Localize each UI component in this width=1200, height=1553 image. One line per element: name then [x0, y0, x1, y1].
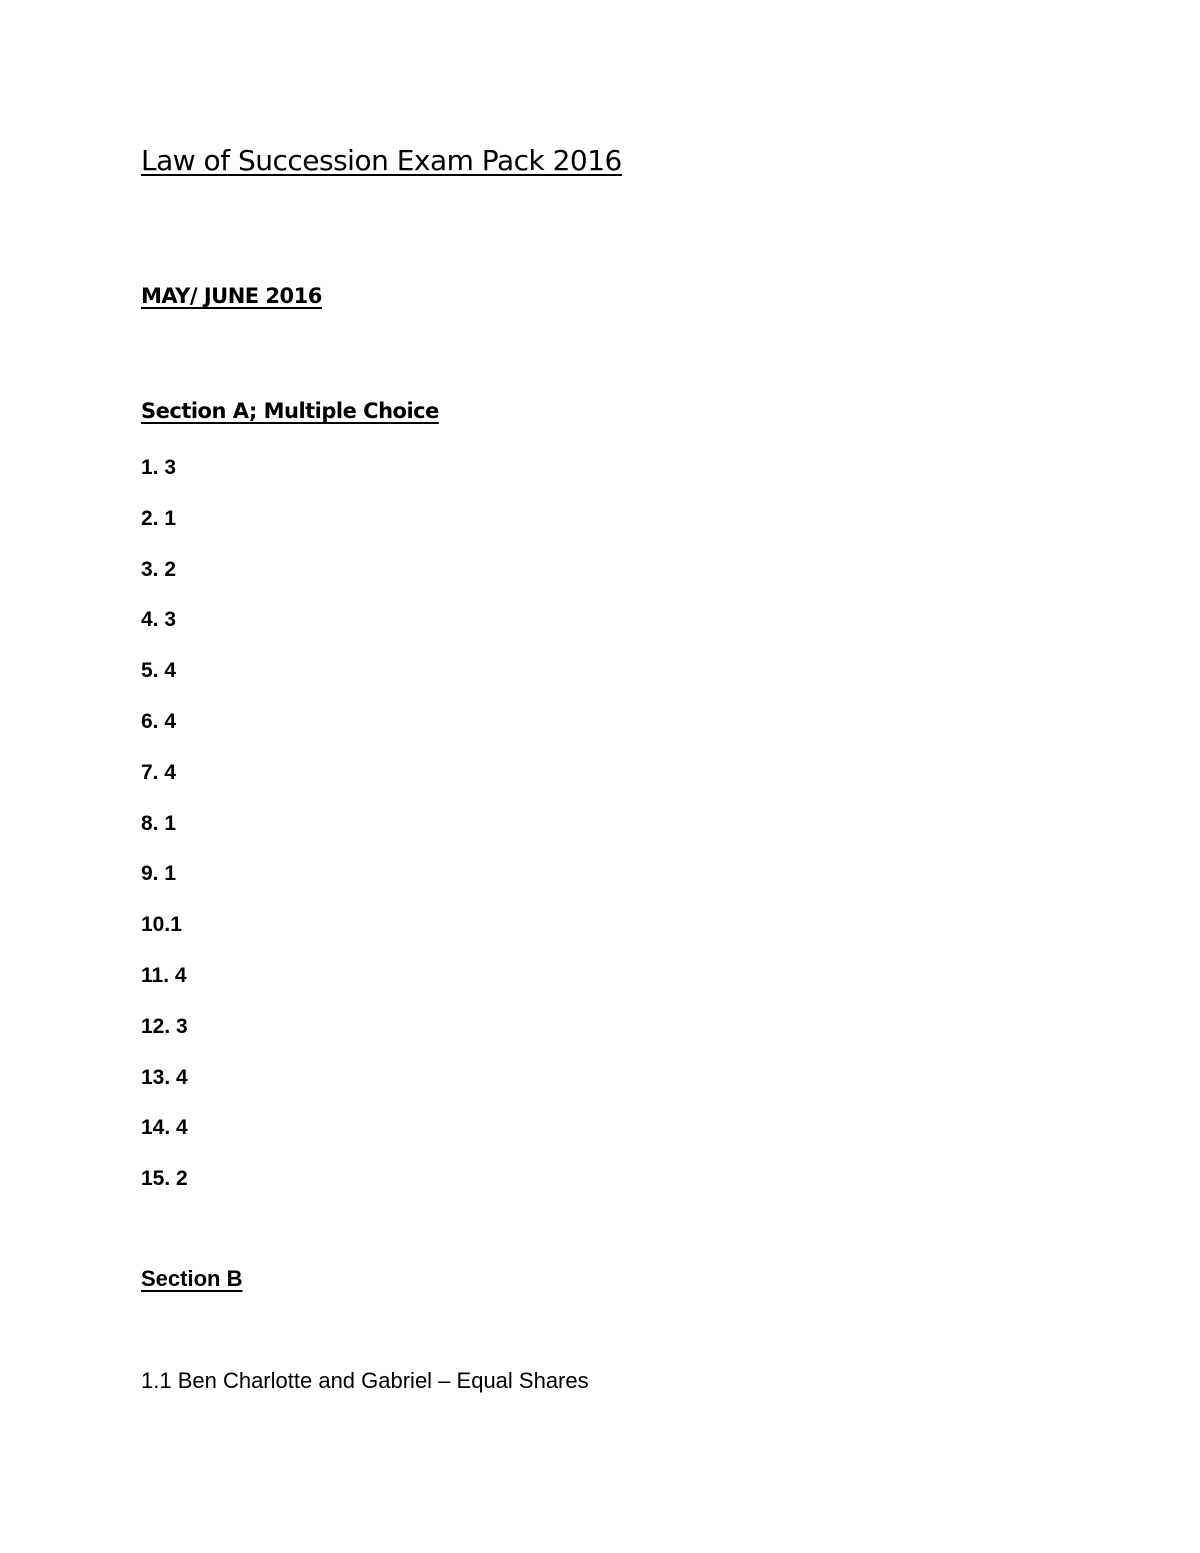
answer-item: 13. 4: [141, 1065, 188, 1089]
document-title: Law of Succession Exam Pack 2016: [141, 144, 622, 177]
section-a-answer-list: [141, 455, 188, 1217]
answer-item: 6. 4: [141, 709, 177, 733]
answer-item: 15. 2: [141, 1167, 188, 1191]
answer-item: 3. 2: [141, 557, 177, 581]
section-b-heading: Section B: [141, 1266, 243, 1291]
section-b-answer: 1.1 Ben Charlotte and Gabriel – Equal Shares: [141, 1368, 589, 1393]
section-a-heading: Section A; Multiple Choice: [141, 399, 439, 423]
answer-item: 9. 1: [141, 862, 177, 886]
answer-item: 7. 4: [141, 760, 177, 784]
answer-item: 5. 4: [141, 659, 177, 683]
answer-item: 14. 4: [141, 1116, 188, 1140]
answer-item: 12. 3: [141, 1014, 188, 1038]
answer-item: 10.1: [141, 913, 182, 937]
exam-session-heading: MAY/ JUNE 2016: [141, 284, 322, 308]
answer-item: 8. 1: [141, 811, 177, 835]
answer-item: 4. 3: [141, 608, 177, 632]
answer-item: 1. 3: [141, 456, 177, 479]
answer-item: 11. 4: [141, 963, 187, 987]
answer-item: 2. 1: [141, 506, 177, 530]
